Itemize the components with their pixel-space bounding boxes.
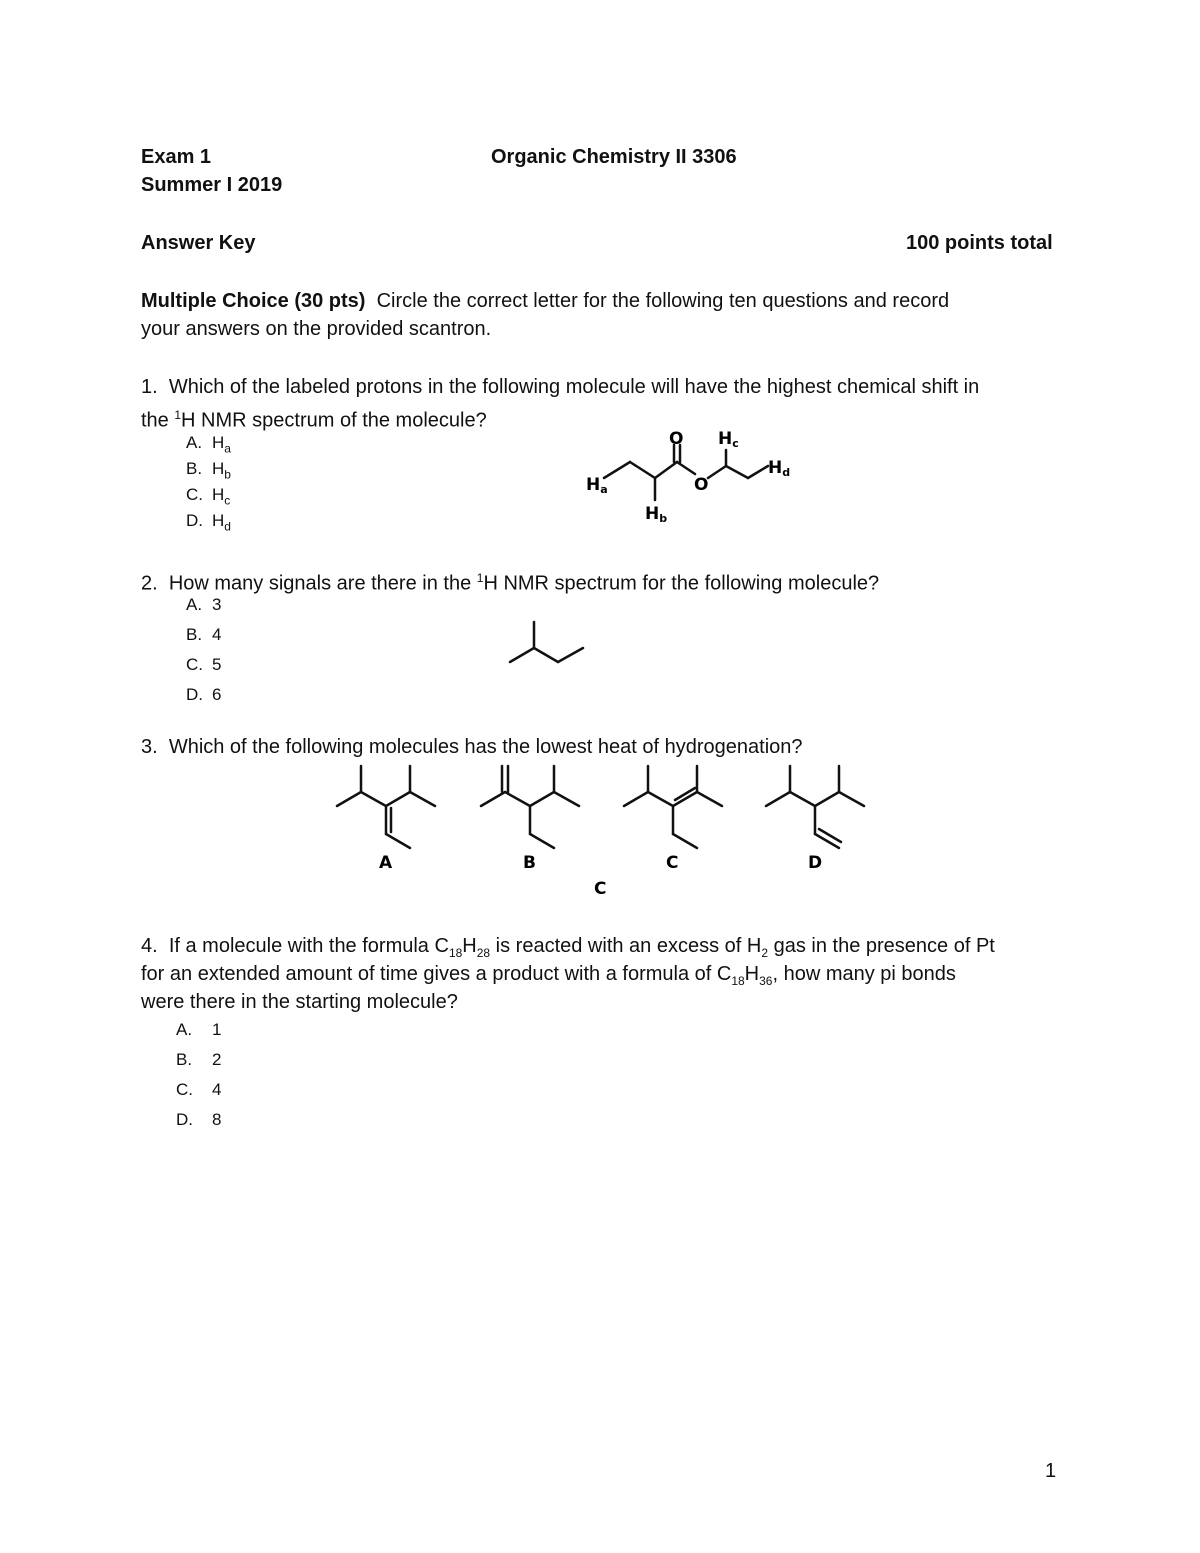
option-letter: A. [186,595,203,614]
q3-molecule-d [766,766,864,848]
option-text: H [212,459,225,478]
option-text: H [212,433,225,452]
course-title: Organic Chemistry II 3306 [491,146,737,168]
option-text: 2 [212,1050,222,1069]
mol-oxygen-ester: O [694,475,709,495]
option-text: 4 [212,1080,222,1099]
q3-label-b: B [523,853,536,873]
q3-number: 3. [141,736,158,758]
q3-text: Which of the following molecules has the lowest heat of hydrogenation? [168,736,803,758]
instructions-text-1: Circle the correct letter for the following ten questions and record [376,290,950,312]
q4-text: , how many pi bonds [772,963,956,985]
option-letter: B. [186,459,203,478]
exam-term: Summer I 2019 [141,174,283,196]
q2-number: 2. [141,572,158,595]
q1-number: 1. [141,376,158,398]
answer-key-label: Answer Key [141,232,256,254]
option-text: H [212,485,225,504]
q4-sub: 18 [731,974,745,988]
q4-text: is reacted with an excess of H [490,935,762,957]
q4-option-d[interactable] [176,1107,221,1133]
q4-text: H [744,963,760,985]
option-sub: b [224,467,231,482]
q1-text-2b: H NMR spectrum of the molecule? [181,409,487,432]
q3-molecule-a [337,766,435,848]
option-text: 4 [212,625,222,644]
option-sub: d [224,519,231,534]
mol-label-hb: Hb [645,504,668,525]
option-letter: A. [176,1020,193,1039]
q4-option-a[interactable] [176,1017,221,1043]
section-heading: Multiple Choice (30 pts) [141,290,366,312]
option-text: 1 [212,1020,222,1039]
option-letter: C. [186,655,203,674]
q4-sub: 2 [761,946,769,960]
exam-title: Exam 1 [141,146,212,168]
q1-text-2a: the [141,409,175,432]
option-letter: B. [176,1050,193,1069]
instructions-line2: your answers on the provided scantron. [141,318,492,340]
q1-sup: 1 [174,408,182,422]
q2-sup: 1 [476,571,484,585]
q4-sub: 18 [448,946,463,960]
q4-option-b[interactable] [176,1047,221,1073]
mol-label-hc: Hc [718,429,739,450]
q3-label-c: C [666,853,679,873]
mol-oxygen-carbonyl: O [669,429,684,449]
q2-text-b: H NMR spectrum for the following molecule? [483,572,880,595]
q3-molecule-c [624,766,722,848]
option-letter: A. [186,433,203,452]
option-text: H [212,511,225,530]
option-text: 8 [212,1110,222,1129]
mol-label-hd: Hd [768,458,791,479]
option-text: 3 [212,595,222,614]
q1-text-1: Which of the labeled protons in the following molecule will have the highest chemical shift in [168,376,980,398]
q4-text: H [462,935,477,957]
q4-text: for an extended amount of time gives a product with a formula of C [141,963,732,985]
option-letter: B. [186,625,203,644]
option-letter: D. [176,1110,193,1129]
q4-number: 4. [141,935,158,957]
q4-line3: were there in the starting molecule? [141,991,458,1013]
q3-label-a: A [379,853,393,873]
option-text: 5 [212,655,222,674]
q4-text: If a molecule with the formula C [168,935,449,957]
q4-option-c[interactable] [176,1077,221,1103]
option-letter: D. [186,685,203,704]
q2-text-a: How many signals are there in the [168,572,477,595]
q3-molecule-b [481,766,579,848]
mol-label-ha: Ha [586,475,608,496]
option-letter: D. [186,511,203,530]
option-sub: c [224,493,231,508]
option-text: 6 [212,685,222,704]
q4-sub: 28 [476,946,491,960]
option-letter: C. [176,1080,193,1099]
points-total-text: 100 points total [906,232,1053,254]
q3-answer: C [594,879,607,899]
q4-sub: 36 [759,974,773,988]
option-sub: a [224,441,231,456]
q3-label-d: D [808,853,823,873]
option-letter: C. [186,485,203,504]
page-number: 1 [1045,1460,1057,1482]
q4-text: gas in the presence of Pt [768,935,995,957]
